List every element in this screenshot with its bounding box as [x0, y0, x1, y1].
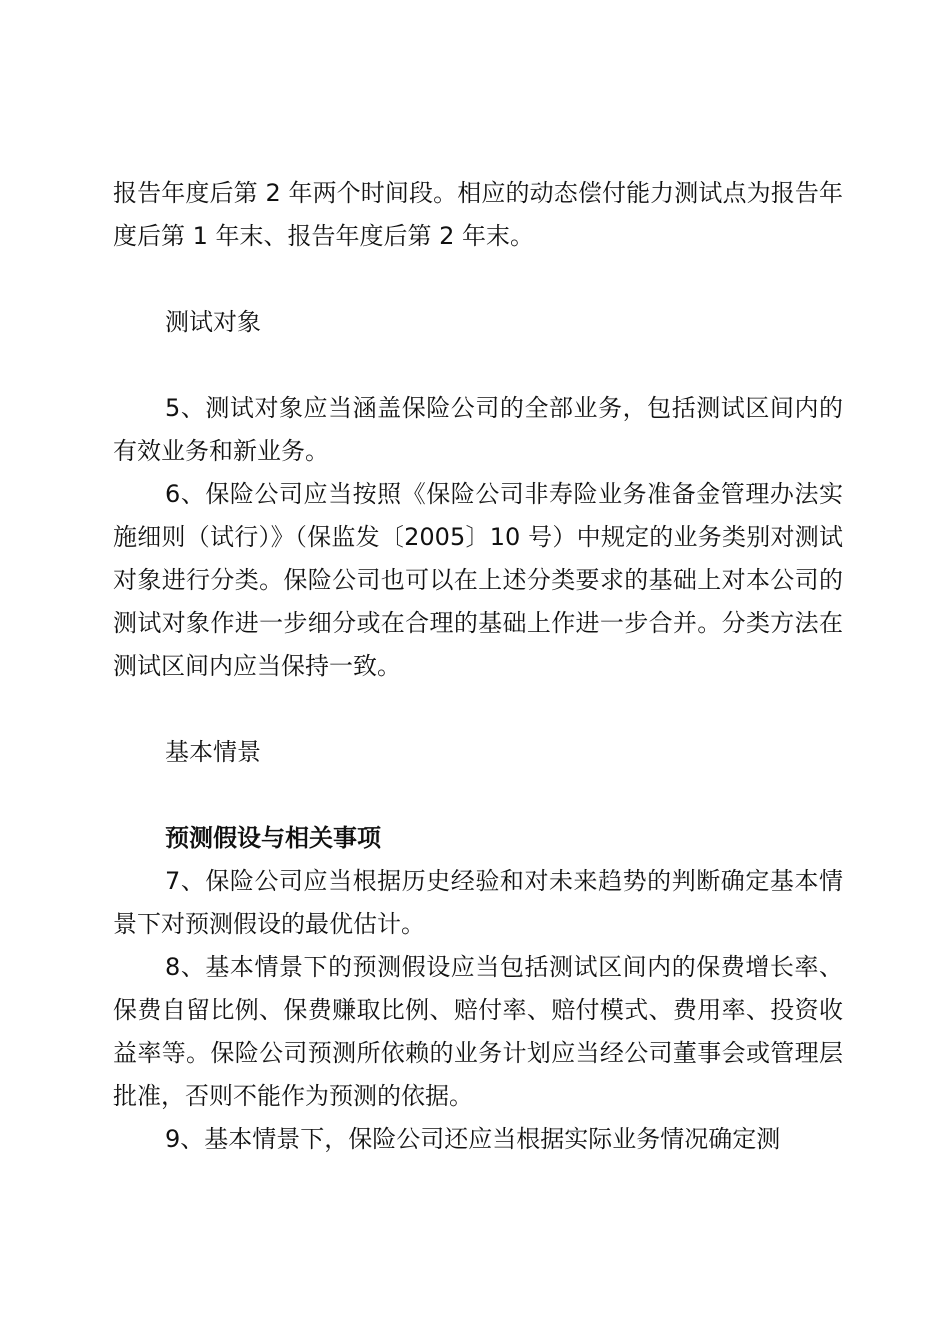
- paragraph-7: 7、保险公司应当根据历史经验和对未来趋势的判断确定基本情景下对预测假设的最优估计。: [113, 867, 843, 938]
- paragraph-6: 6、保险公司应当按照《保险公司非寿险业务准备金管理办法实施细则（试行）》（保监发〔2005〕10 号）中规定的业务类别对测试对象进行分类。保险公司也可以在上述分类要求的基础上对本公司的测试对象作进一步细分或在合理的基础上作进一步合并。分类方法在测试区间内应当保持一致。: [113, 480, 843, 680]
- section-heading-test-object: 测试对象: [165, 308, 261, 336]
- paragraph-intro: 报告年度后第 2 年两个时间段。相应的动态偿付能力测试点为报告年度后第 1 年末、报告年度后第 2 年末。: [113, 179, 843, 250]
- paragraph-5: 5、测试对象应当涵盖保险公司的全部业务，包括测试区间内的有效业务和新业务。: [113, 394, 843, 465]
- paragraph-8: 8、基本情景下的预测假设应当包括测试区间内的保费增长率、保费自留比例、保费赚取比例、赔付率、赔付模式、费用率、投资收益率等。保险公司预测所依赖的业务计划应当经公司董事会或管理层批准，否则不能作为预测的依据。: [113, 953, 843, 1110]
- section-heading-assumptions: 预测假设与相关事项: [165, 824, 381, 852]
- section-heading-basic-scenario: 基本情景: [165, 738, 261, 766]
- document-body: [113, 172, 843, 1161]
- paragraph-9: 9、基本情景下，保险公司还应当根据实际业务情况确定测: [165, 1125, 781, 1153]
